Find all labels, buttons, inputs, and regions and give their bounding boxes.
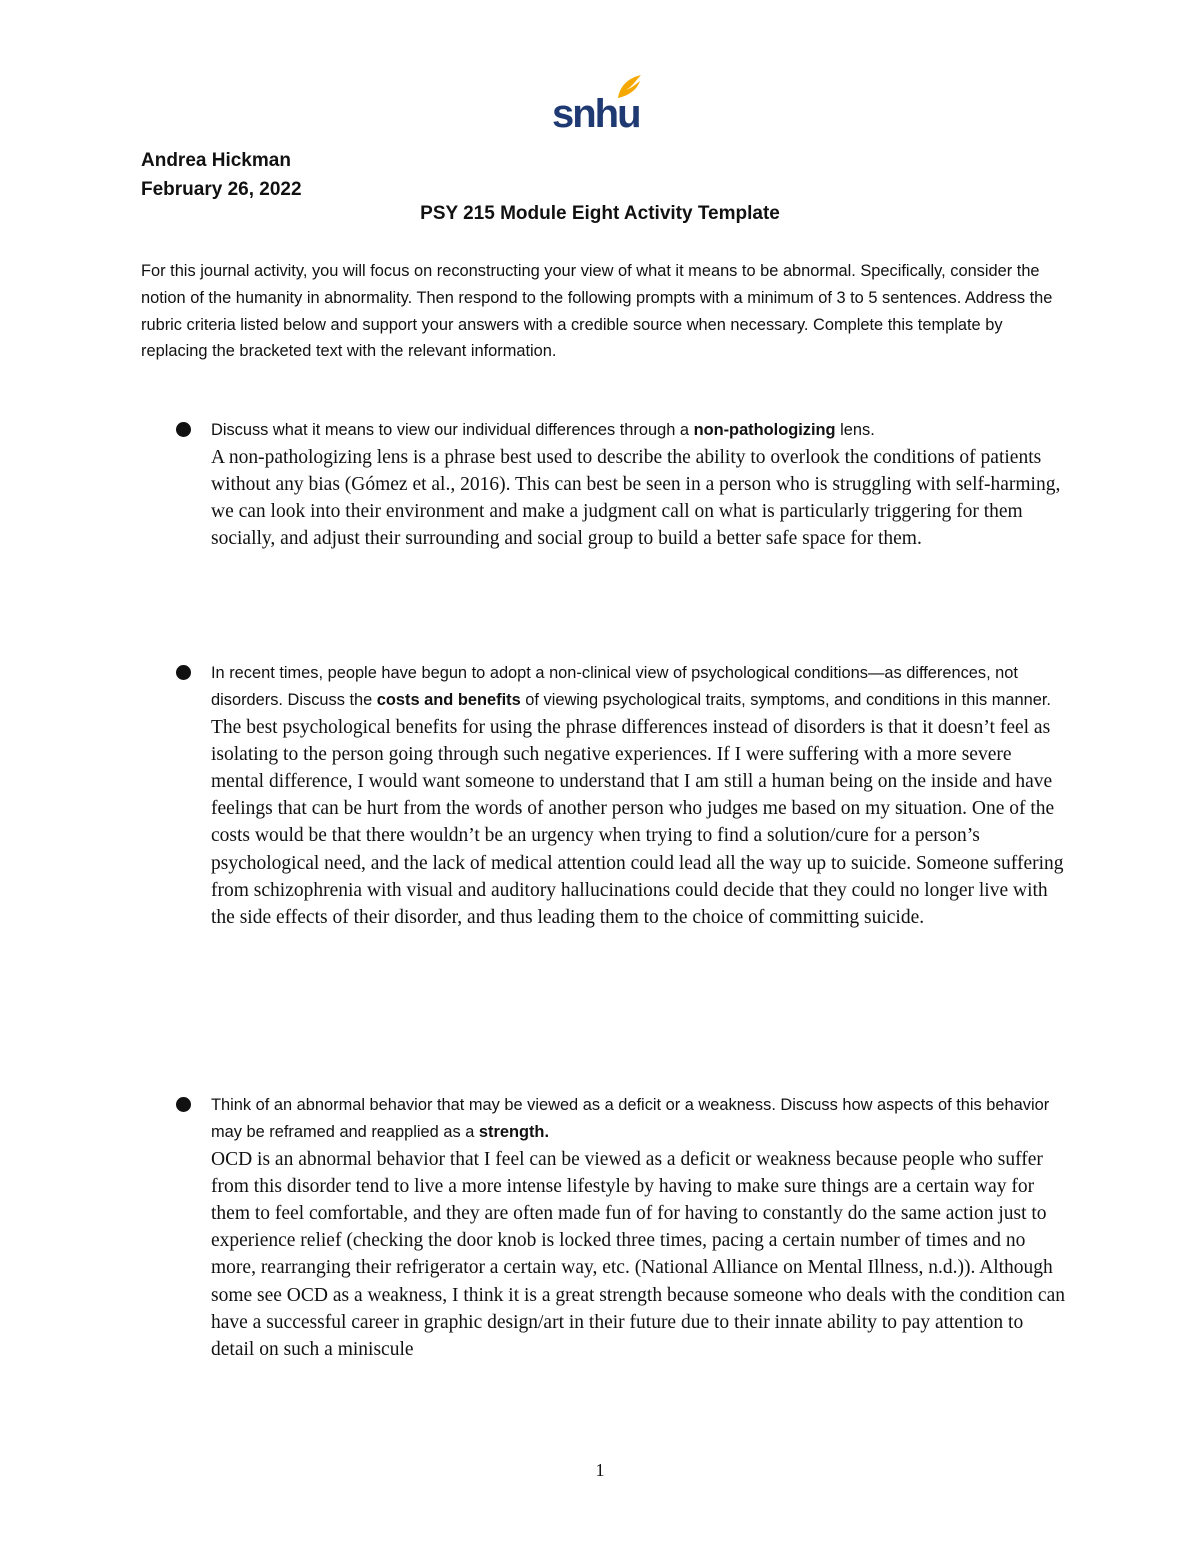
answer-text: The best psychological benefits for using the phrase differences instead of disorders is that it doesn’t feel as isolating to the person going through such negative experiences. If I were suffering with a more severe mental difference, I would want someone to understand that I am still a human being on the inside and have feelings that can be hurt from the words of another person who judges me based on my situation. One of the costs would be that there wouldn’t be an urgency when trying to find a solution/cure for a person’s psychological need, and the lack of medical attention could lead all the way up to suicide. Someone suffering from schizophrenia with visual and auditory hallucinations could decide that they could no longer live with the side effects of their disorder, and thus leading them to the choice of committing suicide. xyxy=(211,716,1064,929)
author-block xyxy=(141,146,302,204)
document-title: PSY 215 Module Eight Activity Template xyxy=(420,203,780,224)
prompt-section-1 xyxy=(176,417,1066,553)
prompt-text: Think of an abnormal behavior that may be viewed as a deficit or a weakness. Discuss how aspects of this behavior may be reframed and reapplied as a strength. xyxy=(211,1096,1050,1141)
bullet-icon xyxy=(176,422,191,437)
prompt-section-2 xyxy=(176,660,1066,931)
bullet-icon xyxy=(176,1097,191,1112)
document-date: February 26, 2022 xyxy=(141,179,302,200)
logo-text: snhu xyxy=(552,92,640,136)
prompt-text: Discuss what it means to view our individual differences through a non-pathologizing lens. xyxy=(211,421,875,439)
answer-text: OCD is an abnormal behavior that I feel can be viewed as a deficit or weakness because people who suffer from this disorder tend to live a more intense lifestyle by having to make sure things are a certain way for them to feel comfortable, and they are often made fun of for having to constantly do the same action just to experience relief (checking the door knob is locked three times, pacing a certain number of times and no more, rearranging their refrigerator a certain way, etc. (National Alliance on Mental Illness, n.d.)). Although some see OCD as a weakness, I think it is a great strength because someone who deals with the condition can have a successful career in graphic design/art in their future due to their innate ability to pay attention to detail on such a miniscule xyxy=(211,1148,1065,1361)
prompt-text: In recent times, people have begun to adopt a non-clinical view of psychological conditions—as differences, not disorders. Discuss the costs and benefits of viewing psychological traits, symptoms, and conditions in this manner. xyxy=(211,664,1051,709)
answer-text: A non-pathologizing lens is a phrase best used to describe the ability to overlook the conditions of patients without any bias (Gómez et al., 2016). This can best be seen in a person who is struggling with self-harming, we can look into their environment and make a judgment call on what is particularly triggering for them socially, and adjust their surrounding and social group to build a better safe space for them. xyxy=(211,446,1061,550)
author-name: Andrea Hickman xyxy=(141,150,291,171)
intro-paragraph: For this journal activity, you will focus on reconstructing your view of what it means to be abnormal. Specifically, consider the notion of the humanity in abnormality. Then respond to the following prompts with a minimum of 3 to 5 sentences. Address the rubric criteria listed below and support your answers with a credible source when necessary. Complete this template by replacing the bracketed text with the relevant information. xyxy=(141,262,1053,361)
prompt-section-3 xyxy=(176,1092,1066,1363)
page-number: 1 xyxy=(595,1460,605,1480)
bullet-icon xyxy=(176,665,191,680)
snhu-logo xyxy=(552,74,642,136)
